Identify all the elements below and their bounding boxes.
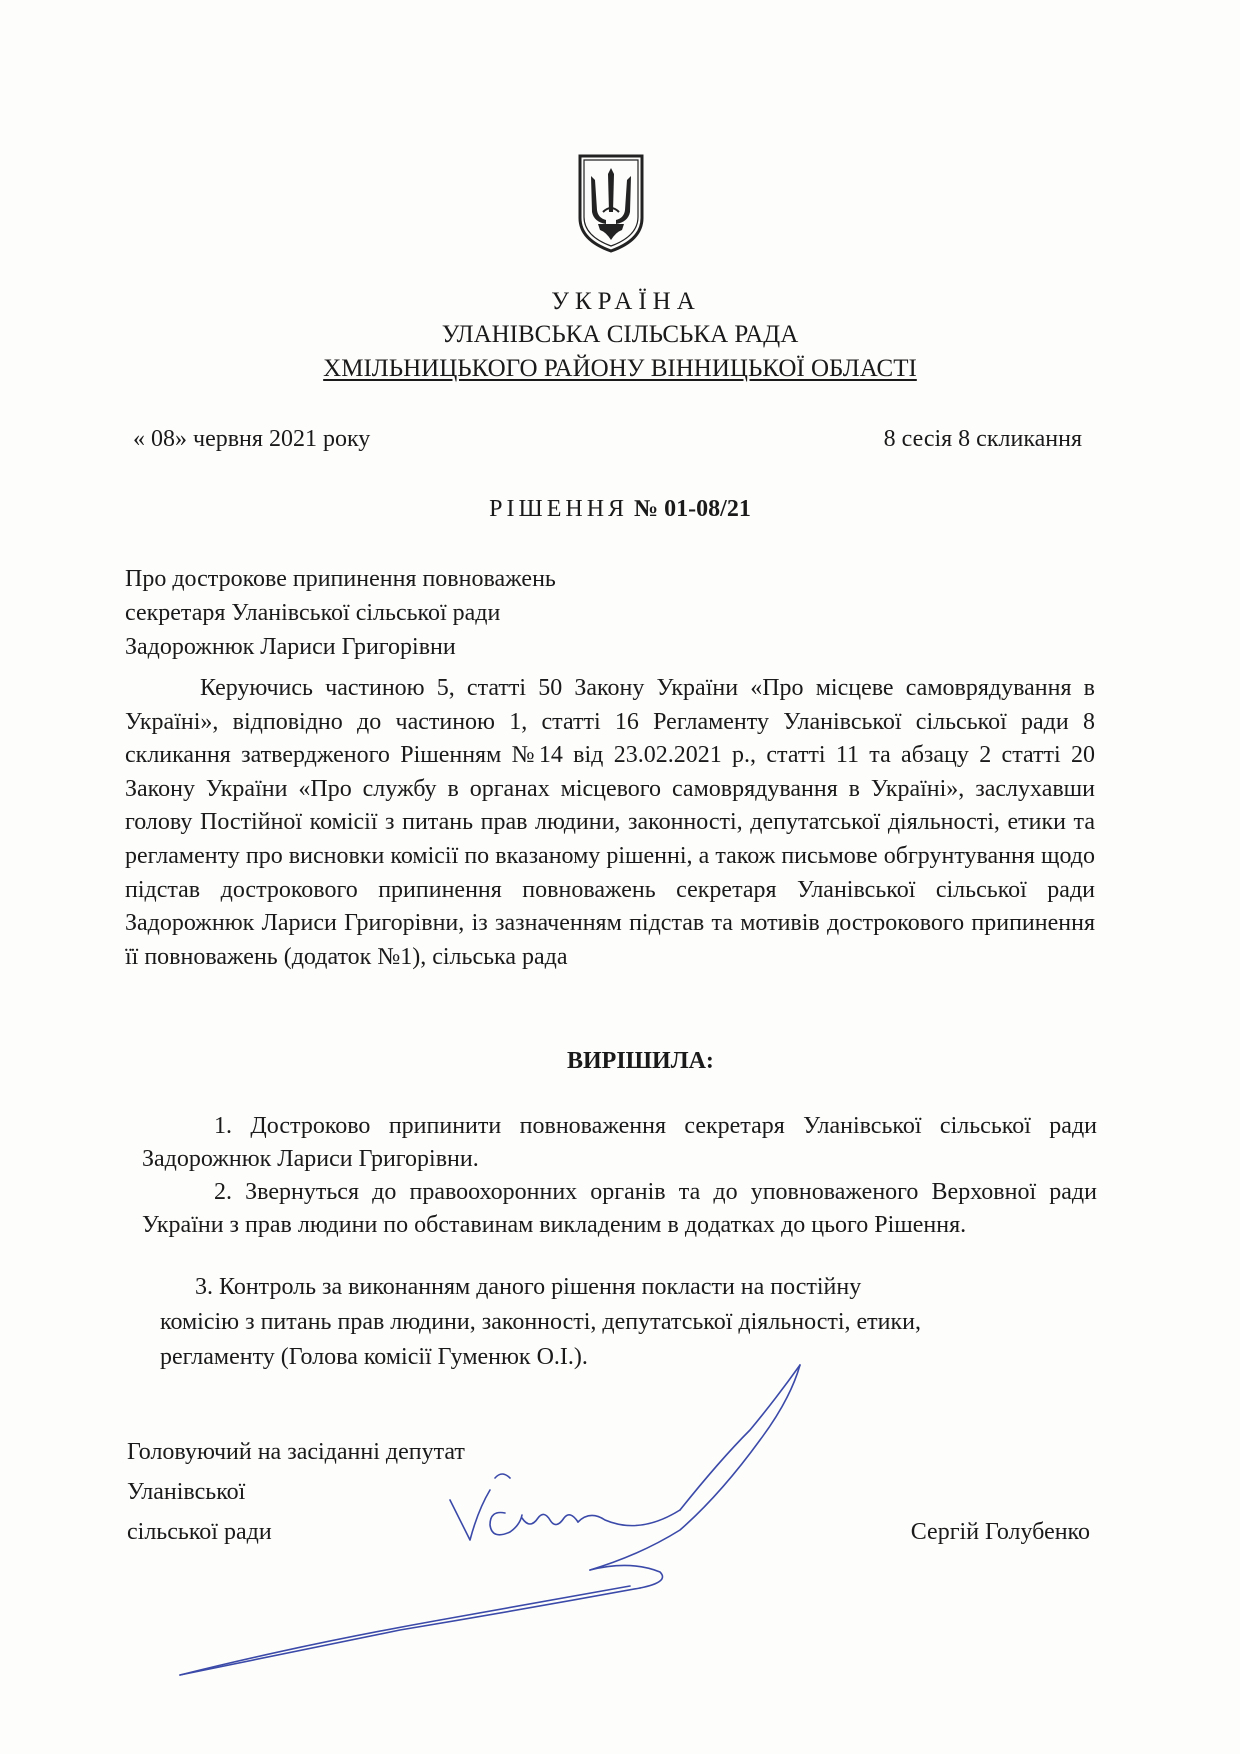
district-name: ХМІЛЬНИЦЬКОГО РАЙОНУ ВІННИЦЬКОЇ ОБЛАСТІ (323, 355, 917, 382)
signatory-line: Головуючий на засіданні депутат (127, 1439, 465, 1465)
signatory-line: Уланівської (127, 1479, 246, 1505)
session-info: 8 сесія 8 скликання (883, 426, 1082, 452)
handwritten-signature (160, 1320, 880, 1680)
signatory-name: Сергій Голубенко (910, 1519, 1090, 1545)
resolved-heading: ВИРІШИЛА: (567, 1048, 714, 1074)
resolution-item-2: 2. Звернуться до правоохоронних органів та до уповноваженого Верховної ради України з прав людини по обставинам викладеним в додатках до цього Рішення. (142, 1179, 1097, 1238)
decision-subject (125, 562, 825, 664)
decision-word: РІШЕННЯ (489, 496, 629, 522)
subject-line: Про дострокове припинення повноважень (125, 566, 556, 592)
resolution-item-1: 1. Достроково припинити повноваження секретаря Уланівської сільської ради Задорожнюк Лариси Григорівни. (142, 1113, 1097, 1172)
signatory-line: сільської ради (127, 1519, 272, 1545)
decision-title (0, 494, 1240, 524)
item-3-line: 3. Контроль за виконанням даного рішення покласти на постійну (195, 1274, 862, 1300)
resolution-items (142, 1110, 1097, 1242)
subject-line: Задорожнюк Лариси Григорівни (125, 634, 456, 660)
decision-number: № 01-08/21 (634, 496, 751, 522)
preamble-paragraph: Керуючись частиною 5, статті 50 Закону України «Про місцеве самоврядування в Україні», відповідно до частиною 1, статті 16 Регламенту Уланівської сільської ради 8 скликання затвердженого Рішенням №14 від 23.02.2021 р., статті 11 та абзацу 2 статті 20 Закону України «Про службу в органах місцевого самоврядування в Україні», заслухавши голову Постійної комісії з питань прав людини, законності, депутатської діяльності, етики та регламенту про висновки комісії по вказаному рішенні, а також письмове обгрунтування щодо підстав дострокового припинення повноважень секретаря Уланівської сільської ради Задорожнюк Лариси Григорівни, із зазначенням підстав та мотивів дострокового припинення її повноважень (додаток №1), сільська рада (125, 675, 1095, 970)
subject-line: секретаря Уланівської сільської ради (125, 600, 501, 626)
council-name: УЛАНІВСЬКА СІЛЬСЬКА РАДА (441, 321, 799, 348)
coat-of-arms-icon (576, 152, 646, 254)
country-name: УКРАЇНА (551, 288, 701, 315)
item-3-line: комісію з питань прав людини, законності, депутатської діяльності, етики, (160, 1309, 921, 1335)
item-3-line: регламенту (Голова комісії Гуменюк О.І.). (160, 1344, 588, 1370)
decision-date: « 08» червня 2021 року (133, 426, 371, 452)
